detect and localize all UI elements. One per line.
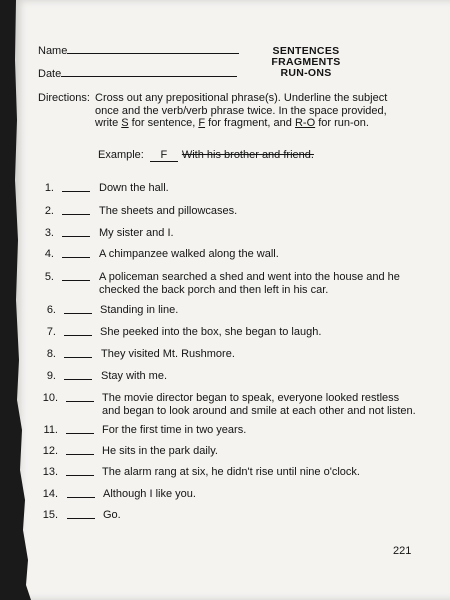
item-number: 8. — [46, 348, 56, 360]
item-text: Go. — [103, 509, 121, 521]
item-number: 14. — [42, 488, 58, 500]
title-line-1: SENTENCES — [272, 45, 340, 57]
page-number: 221 — [393, 545, 412, 557]
code-run-on: R-O — [294, 117, 316, 129]
item-text: He sits in the park daily. — [102, 445, 218, 457]
item-text: The alarm rang at six, he didn't rise until nine o'clock. — [102, 466, 360, 478]
item-text: The movie director began to speak, everyone looked restless and began to look around and smile at each other and not listen. — [102, 392, 416, 417]
title-line-2: FRAGMENTS — [271, 56, 341, 68]
item-text: A policeman searched a shed and went into the house and he checked the back porch and then left in his car. — [99, 271, 400, 296]
item-text: Stay with me. — [101, 370, 168, 382]
code-sentence: S — [121, 117, 129, 129]
answer-blank[interactable] — [64, 313, 92, 314]
item-number: 5. — [44, 271, 54, 283]
answer-blank[interactable] — [62, 257, 90, 258]
answer-blank[interactable] — [64, 379, 92, 380]
title-line-3: RUN-ONS — [280, 67, 332, 79]
answer-blank[interactable] — [62, 280, 90, 281]
answer-blank[interactable] — [66, 401, 94, 402]
answer-blank[interactable] — [62, 214, 90, 215]
answer-blank[interactable] — [62, 236, 90, 237]
date-field[interactable] — [61, 76, 237, 77]
item-number: 15. — [42, 509, 58, 521]
directions — [38, 92, 408, 129]
item-text: Standing in line. — [100, 304, 179, 316]
item-number: 6. — [46, 304, 56, 316]
example-answer: F — [150, 149, 178, 162]
example — [98, 149, 314, 162]
item-number: 9. — [46, 370, 56, 382]
item-text: A chimpanzee walked along the wall. — [99, 248, 279, 260]
item-number: 7. — [46, 326, 56, 338]
worksheet-title — [268, 46, 344, 79]
directions-label: Directions: — [38, 92, 90, 104]
item-text: My sister and I. — [99, 227, 174, 239]
item-number: 3. — [44, 227, 54, 239]
item-number: 1. — [44, 182, 54, 194]
answer-blank[interactable] — [62, 191, 90, 192]
item-text: Down the hall. — [99, 182, 169, 194]
item-text: They visited Mt. Rushmore. — [101, 348, 235, 360]
directions-text: Cross out any prepositional phrase(s). Underline the subject once and the verb/verb phrase twice. In the space provided, write S for sentence, F for fragment, and R-O for run-on. — [95, 92, 388, 129]
date-label: Date — [38, 68, 62, 80]
answer-blank[interactable] — [67, 497, 95, 498]
answer-blank[interactable] — [67, 518, 95, 519]
item-number: 11. — [43, 424, 58, 436]
item-text: She peeked into the box, she began to laugh. — [100, 326, 322, 338]
code-fragment: F — [198, 117, 206, 129]
name-field[interactable] — [67, 53, 239, 54]
item-number: 13. — [42, 466, 58, 478]
item-number: 10. — [42, 392, 58, 404]
item-number: 4. — [44, 248, 54, 260]
name-line — [38, 45, 239, 57]
item-text: Although I like you. — [103, 488, 196, 500]
example-label: Example: — [98, 149, 144, 161]
item-number: 12. — [42, 445, 58, 457]
answer-blank[interactable] — [66, 433, 94, 434]
answer-blank[interactable] — [64, 335, 92, 336]
answer-blank[interactable] — [64, 357, 92, 358]
answer-blank[interactable] — [66, 475, 94, 476]
item-text: The sheets and pillowcases. — [99, 205, 238, 217]
item-text: For the first time in two years. — [102, 424, 247, 436]
example-text: With his brother and friend. — [181, 149, 314, 161]
item-number: 2. — [44, 205, 54, 217]
date-line — [38, 68, 237, 80]
answer-blank[interactable] — [66, 454, 94, 455]
name-label: Name — [38, 45, 68, 57]
